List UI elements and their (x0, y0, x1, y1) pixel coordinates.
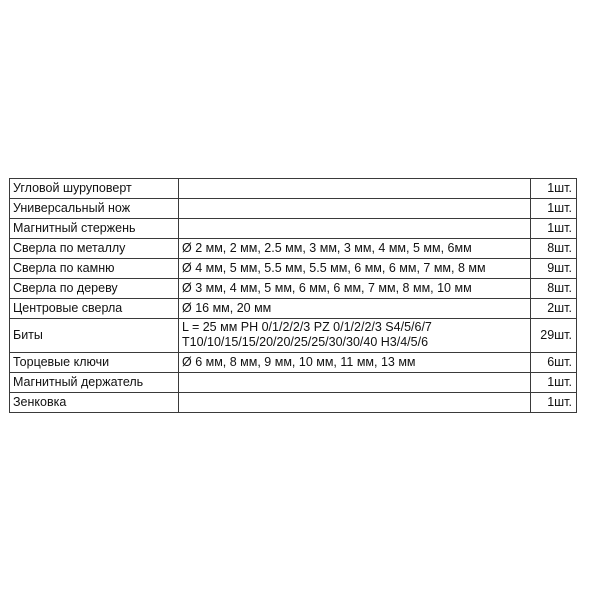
item-detail-cell (179, 373, 531, 393)
item-detail-cell (179, 393, 531, 413)
item-name-cell: Сверла по дереву (10, 279, 179, 299)
table-row (10, 179, 577, 199)
item-quantity-cell: 1шт. (531, 373, 577, 393)
item-name-cell: Зенковка (10, 393, 179, 413)
item-detail-line: Ø 3 мм, 4 мм, 5 мм, 6 мм, 6 мм, 7 мм, 8 мм, 10 мм (182, 280, 472, 295)
tool-set-spec-table (9, 178, 577, 413)
item-name-cell: Биты (10, 319, 179, 353)
item-name-cell: Угловой шуруповерт (10, 179, 179, 199)
item-name-cell: Универсальный нож (10, 199, 179, 219)
item-name-cell: Магнитный держатель (10, 373, 179, 393)
item-detail-cell (179, 279, 531, 299)
item-detail-cell (179, 199, 531, 219)
item-detail-cell (179, 319, 531, 353)
table-row (10, 219, 577, 239)
item-quantity-cell: 9шт. (531, 259, 577, 279)
item-quantity-cell: 6шт. (531, 353, 577, 373)
table-row (10, 259, 577, 279)
item-name-cell: Магнитный стержень (10, 219, 179, 239)
item-quantity-cell: 8шт. (531, 279, 577, 299)
table-row (10, 239, 577, 259)
item-detail-line: T10/10/15/15/20/20/25/25/30/30/40 H3/4/5/6 (182, 335, 429, 349)
table-row (10, 319, 577, 353)
table-row (10, 353, 577, 373)
item-detail-line: Ø 6 мм, 8 мм, 9 мм, 10 мм, 11 мм, 13 мм (182, 354, 416, 369)
item-detail-line: Ø 4 мм, 5 мм, 5.5 мм, 5.5 мм, 6 мм, 6 мм, 7 мм, 8 мм (182, 260, 486, 275)
item-detail-line: L = 25 мм PH 0/1/2/2/3 PZ 0/1/2/2/3 S4/5/6/7 (182, 320, 432, 334)
item-quantity-cell: 1шт. (531, 219, 577, 239)
item-detail-cell (179, 299, 531, 319)
item-quantity-cell: 8шт. (531, 239, 577, 259)
table-row (10, 373, 577, 393)
item-detail-cell (179, 179, 531, 199)
table-row (10, 279, 577, 299)
table-row (10, 199, 577, 219)
item-detail-line: Ø 2 мм, 2 мм, 2.5 мм, 3 мм, 3 мм, 4 мм, 5 мм, 6мм (182, 240, 472, 255)
item-name-cell: Торцевые ключи (10, 353, 179, 373)
item-quantity-cell: 1шт. (531, 199, 577, 219)
item-quantity-cell: 2шт. (531, 299, 577, 319)
item-name-cell: Сверла по металлу (10, 239, 179, 259)
table-row (10, 393, 577, 413)
item-detail-cell (179, 239, 531, 259)
item-quantity-cell: 1шт. (531, 179, 577, 199)
item-detail-cell (179, 219, 531, 239)
item-detail-line: Ø 16 мм, 20 мм (182, 300, 272, 315)
item-quantity-cell: 1шт. (531, 393, 577, 413)
item-name-cell: Сверла по камню (10, 259, 179, 279)
item-detail-cell (179, 353, 531, 373)
spec-table-body (10, 179, 577, 413)
item-name-cell: Центровые сверла (10, 299, 179, 319)
table-row (10, 299, 577, 319)
item-quantity-cell: 29шт. (531, 319, 577, 353)
item-detail-cell (179, 259, 531, 279)
